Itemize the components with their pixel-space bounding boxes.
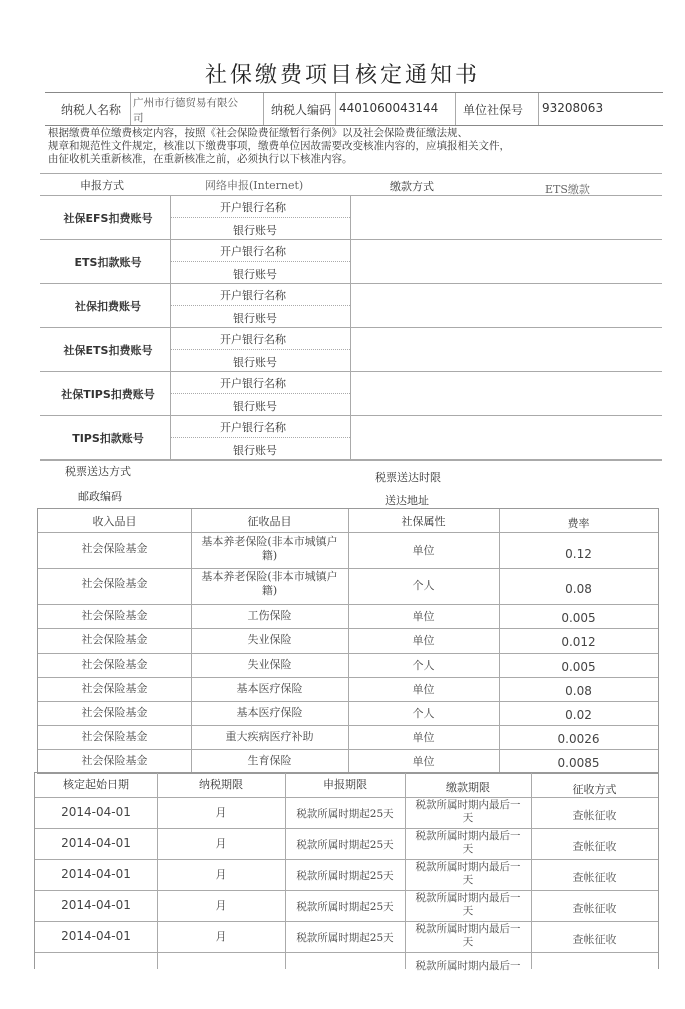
attribute-cell: 单位 (412, 755, 435, 768)
bank-account-label: 银行账号 (233, 224, 277, 237)
account-subdivider (170, 349, 350, 350)
rate-cell: 0.08 (565, 684, 592, 698)
document-title: 社保缴费项目核定通知书 (204, 63, 480, 88)
col-header-rate: 费率 (567, 517, 590, 530)
account-divider (40, 415, 662, 416)
category-cell: 社会保险基金 (81, 658, 148, 671)
category-cell: 社会保险基金 (81, 577, 148, 590)
account-name: 社保扣费账号 (75, 300, 141, 313)
intro-line: 根据缴费单位缴费核定内容，按照《社会保险费征缴暂行条例》以及社会保险费征缴法规、 (48, 127, 468, 139)
item-cell-line1: 失业保险 (247, 633, 292, 646)
pay-deadline-line2: 天 (462, 812, 474, 824)
collect-method-cell: 查帐征收 (572, 809, 617, 822)
item-cell-line1: 基本医疗保险 (236, 706, 303, 719)
item-cell-line1: 基本医疗保险 (236, 682, 303, 695)
collect-method-cell: 查帐征收 (572, 933, 617, 946)
pay-deadline-line2: 天 (462, 905, 474, 917)
account-section (40, 173, 662, 508)
account-subdivider (170, 305, 350, 306)
taxpayer-header (45, 92, 663, 126)
attribute-cell: 单位 (412, 544, 435, 557)
address-label: 送达地址 (385, 494, 429, 507)
pay-method-value: ETS缴款 (545, 183, 590, 196)
tax-period-cell: 月 (215, 899, 227, 912)
table-row-divider (38, 701, 658, 702)
table-row-divider (38, 677, 658, 678)
bank-account-label: 银行账号 (233, 356, 277, 369)
account-divider (40, 327, 662, 328)
tax-period-cell: 月 (215, 837, 227, 850)
pay-deadline-line2: 天 (462, 874, 474, 886)
declare-deadline-cell: 税款所属时期起25天 (296, 839, 394, 851)
ticket-method-label: 税票送达方式 (65, 465, 131, 478)
intro-line: 由征收机关重新核准，在重新核准之前，必须执行以下核准内容。 (48, 153, 353, 165)
declare-deadline-cell: 税款所属时期起25天 (296, 870, 394, 882)
account-divider (40, 239, 662, 240)
bank-name-label: 开户银行名称 (220, 201, 286, 214)
account-divider (40, 371, 662, 372)
taxpayer-id: 4401060043144 (339, 101, 439, 115)
item-cell-line1: 失业保险 (247, 658, 292, 671)
table-row-divider (38, 628, 658, 629)
taxpayer-name-line2: 司 (133, 112, 144, 124)
account-divider (40, 283, 662, 284)
items-table (37, 508, 659, 774)
period-table (34, 772, 659, 972)
rate-cell: 0.0085 (557, 756, 600, 770)
item-cell-line1: 基本养老保险(非本市城镇户 (201, 570, 338, 583)
category-cell: 社会保险基金 (81, 542, 148, 555)
item-cell-line2: 籍) (261, 549, 278, 562)
col-header-start-date: 核定起始日期 (63, 778, 129, 791)
table-row-divider (38, 725, 658, 726)
period-row-divider (35, 952, 658, 953)
col-header-collect-method: 征收方式 (572, 783, 617, 796)
account-subdivider (170, 217, 350, 218)
pay-deadline-line1: 税款所属时期内最后一 (415, 923, 521, 935)
attribute-cell: 个人 (412, 579, 435, 592)
zip-label: 邮政编码 (78, 490, 122, 503)
account-name: TIPS扣款账号 (72, 432, 144, 445)
intro-line: 规章和规范性文件规定，核准以下缴费事项，缴费单位因故需要改变核准内容的，应填报相关文件， (48, 140, 510, 152)
rate-cell: 0.12 (565, 547, 592, 561)
col-header-attribute: 社保属性 (401, 515, 446, 528)
attribute-cell: 单位 (412, 610, 435, 623)
table-row-divider (38, 568, 658, 569)
category-cell: 社会保险基金 (81, 754, 148, 767)
col-header-declare-deadline: 申报期限 (323, 778, 367, 791)
item-cell-line1: 重大疾病医疗补助 (225, 730, 314, 743)
rate-cell: 0.08 (565, 582, 592, 596)
item-cell-line1: 工伤保险 (247, 609, 292, 622)
period-row-divider (35, 890, 658, 891)
attribute-cell: 单位 (412, 634, 435, 647)
account-name: ETS扣款账号 (74, 256, 142, 269)
bank-account-label: 银行账号 (233, 312, 277, 325)
rate-cell: 0.005 (561, 611, 596, 625)
tax-period-cell: 月 (215, 930, 227, 943)
item-cell-line1: 生育保险 (247, 754, 292, 767)
collect-method-cell: 查帐征收 (572, 840, 617, 853)
taxpayer-name-label: 纳税人名称 (61, 103, 122, 117)
period-row-divider (35, 828, 658, 829)
tax-period-cell: 月 (215, 806, 227, 819)
bank-name-label: 开户银行名称 (220, 245, 286, 258)
period-row-divider (35, 921, 658, 922)
start-date-cell: 2014-04-01 (61, 805, 131, 819)
item-cell-line2: 籍) (261, 584, 278, 597)
unit-ss-number: 93208063 (542, 101, 604, 115)
declare-deadline-cell: 税款所属时期起25天 (296, 901, 394, 913)
col-header-category: 收入品目 (92, 515, 137, 528)
taxpayer-name-line1: 广州市行德贸易有限公 (133, 97, 238, 109)
table-row-divider (38, 604, 658, 605)
taxpayer-id-label: 纳税人编码 (271, 103, 332, 117)
rate-cell: 0.012 (561, 635, 596, 649)
attribute-cell: 个人 (412, 707, 435, 720)
collect-method-cell: 查帐征收 (572, 902, 617, 915)
category-cell: 社会保险基金 (81, 706, 148, 719)
account-subdivider (170, 261, 350, 262)
category-cell: 社会保险基金 (81, 609, 148, 622)
tax-period-cell: 月 (215, 868, 227, 881)
account-name: 社保ETS扣费账号 (63, 344, 153, 357)
unit-ss-label: 单位社保号 (463, 103, 524, 117)
declare-deadline-cell: 税款所属时期起25天 (296, 932, 394, 944)
bank-account-label: 银行账号 (233, 400, 277, 413)
rate-cell: 0.02 (565, 708, 592, 722)
pay-deadline-line1: 税款所属时期内最后一 (415, 892, 521, 904)
bank-account-label: 银行账号 (233, 268, 277, 281)
collect-method-cell: 查帐征收 (572, 871, 617, 884)
attribute-cell: 单位 (412, 731, 435, 744)
ticket-time-label: 税票送达时限 (375, 471, 441, 484)
table-row-divider (38, 653, 658, 654)
start-date-cell: 2014-04-01 (61, 867, 131, 881)
last-pay-deadline: 税款所属时期内最后一 (415, 960, 521, 972)
rate-cell: 0.0026 (557, 732, 600, 746)
start-date-cell: 2014-04-01 (61, 898, 131, 912)
bank-account-label: 银行账号 (233, 444, 277, 457)
declare-method-value: 网络申报(Internet) (205, 179, 304, 192)
account-subdivider (170, 437, 350, 438)
pay-deadline-line1: 税款所属时期内最后一 (415, 799, 521, 811)
account-name: 社保TIPS扣费账号 (61, 388, 155, 401)
bank-name-label: 开户银行名称 (220, 377, 286, 390)
attribute-cell: 单位 (412, 683, 435, 696)
category-cell: 社会保险基金 (81, 682, 148, 695)
declare-method-label: 申报方式 (80, 179, 124, 192)
col-header-item: 征收品目 (247, 515, 292, 528)
start-date-cell: 2014-04-01 (61, 929, 131, 943)
rate-cell: 0.005 (561, 660, 596, 674)
pay-deadline-line1: 税款所属时期内最后一 (415, 830, 521, 842)
pay-method-label: 缴款方式 (390, 180, 434, 193)
pay-deadline-line2: 天 (462, 843, 474, 855)
table-row-divider (38, 749, 658, 750)
col-header-tax-period: 纳税期限 (199, 778, 243, 791)
account-subdivider (170, 393, 350, 394)
pay-deadline-line1: 税款所属时期内最后一 (415, 861, 521, 873)
col-divider (170, 195, 171, 459)
item-cell-line1: 基本养老保险(非本市城镇户 (201, 535, 338, 548)
category-cell: 社会保险基金 (81, 633, 148, 646)
category-cell: 社会保险基金 (81, 730, 148, 743)
period-row-divider (35, 859, 658, 860)
start-date-cell: 2014-04-01 (61, 836, 131, 850)
col-divider (350, 195, 351, 459)
pay-deadline-line2: 天 (462, 936, 474, 948)
bank-name-label: 开户银行名称 (220, 421, 286, 434)
bank-name-label: 开户银行名称 (220, 333, 286, 346)
attribute-cell: 个人 (412, 659, 435, 672)
intro-paragraph (48, 127, 648, 166)
declare-deadline-cell: 税款所属时期起25天 (296, 808, 394, 820)
account-name: 社保EFS扣费账号 (63, 212, 153, 225)
col-header-pay-deadline: 缴款期限 (446, 781, 490, 794)
bank-name-label: 开户银行名称 (220, 289, 286, 302)
